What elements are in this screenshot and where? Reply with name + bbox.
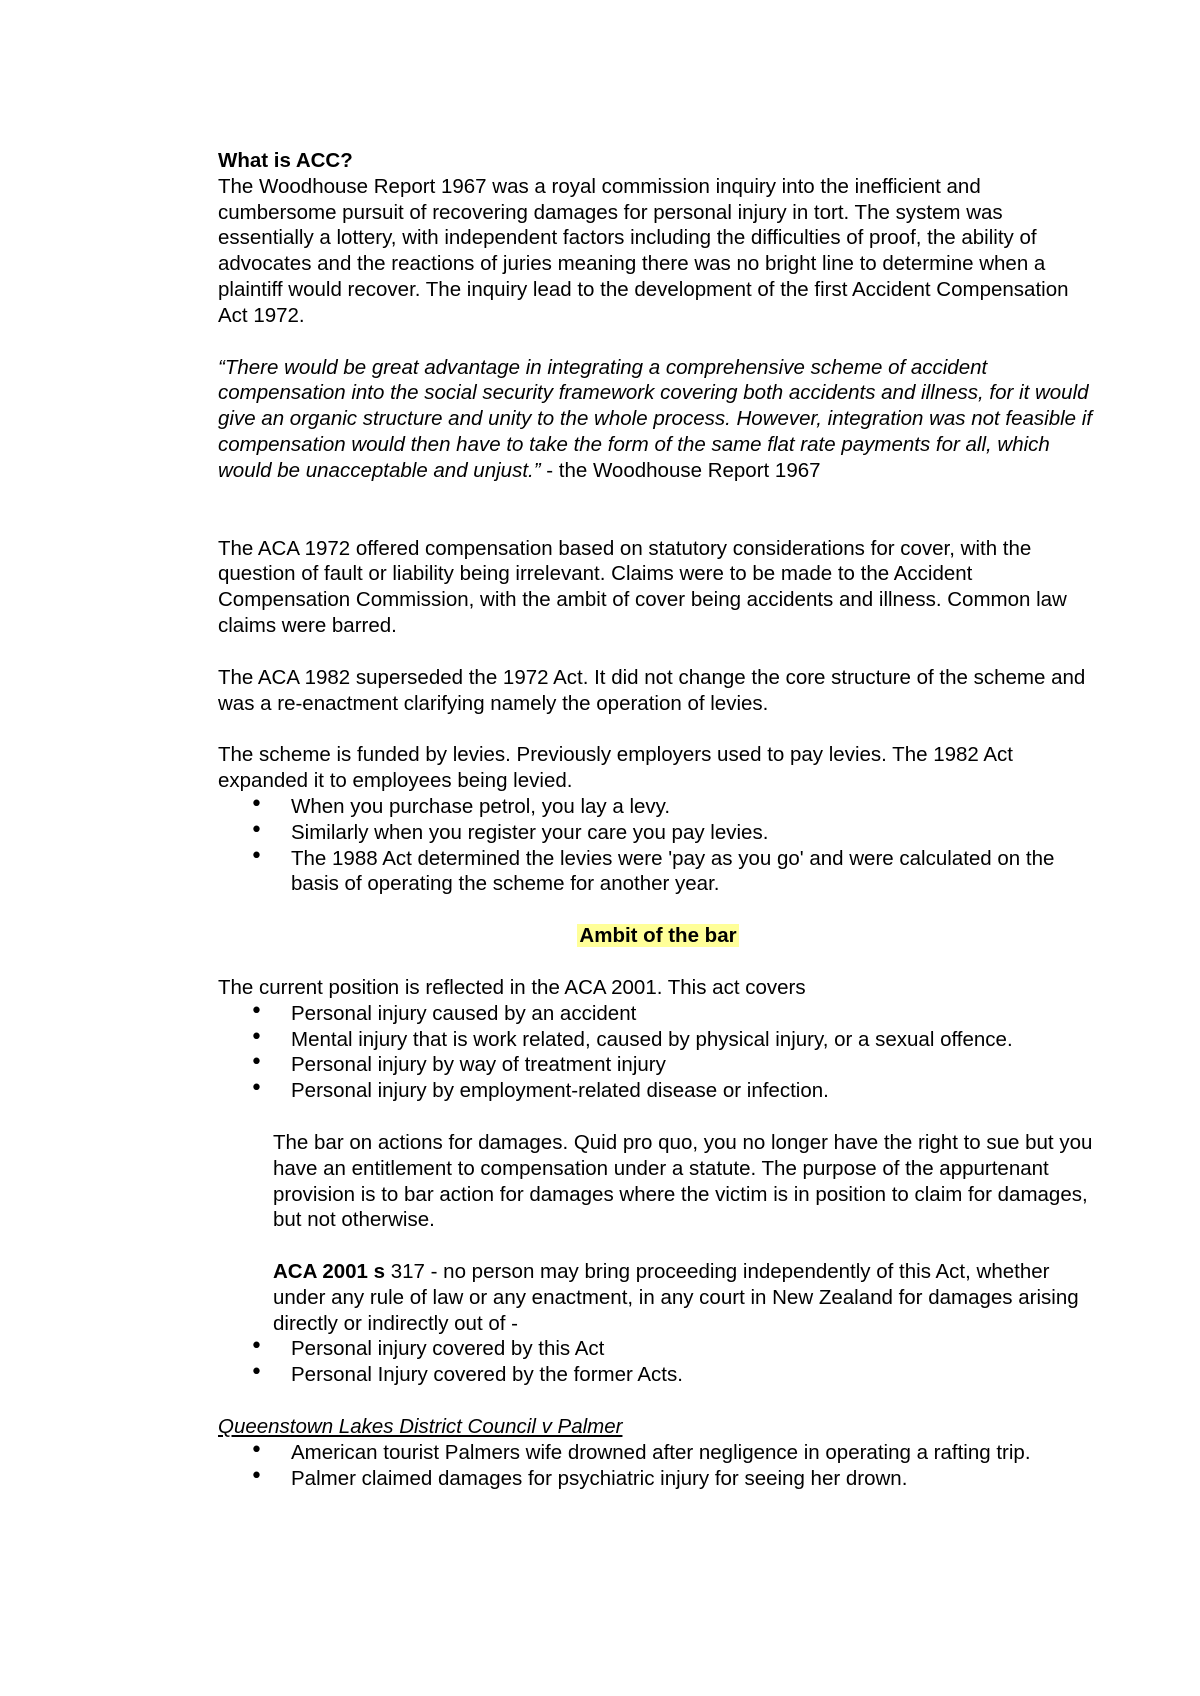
section-reference: ACA 2001 s [273, 1260, 386, 1284]
case-title: Queenstown Lakes District Council v Palmer [218, 1415, 623, 1439]
list-item: • The 1988 Act determined the levies were 'pay as you go' and were calculated on the basis of operating the scheme for another year. [218, 846, 1098, 898]
list-item: • Mental injury that is work related, caused by physical injury, or a sexual offence. [218, 1027, 1098, 1053]
case-bullet-list [218, 1440, 1098, 1492]
list-item: • Personal injury caused by an accident [218, 1001, 1098, 1027]
heading-what-is-acc: What is ACC? [218, 149, 353, 172]
paragraph-bar-on-actions: The bar on actions for damages. Quid pro quo, you no longer have the right to sue but you have an entitlement to compensation under a statute. The purpose of the appurtenant provision is to bar action for damages where the victim is in position to claim for damages, but not otherwise. [273, 1130, 1093, 1232]
heading-ambit-of-the-bar: Ambit of the bar [579, 924, 737, 948]
paragraph-aca-1972: The ACA 1972 offered compensation based on statutory considerations for cover, with the question of fault or liability being irrelevant. Claims were to be made to the Accident Compensation Commission, with the ambit of cover being accidents and illness. Common law claims were barred. [218, 536, 1067, 637]
paragraph-aca-2001-intro: The current position is reflected in the ACA 2001. This act covers [218, 975, 806, 999]
cover-bullet-list [218, 1001, 1098, 1104]
list-item: • Personal injury by way of treatment injury [218, 1052, 1098, 1078]
s317-bullet-list [218, 1336, 1098, 1388]
quote-source: - the Woodhouse Report 1967 [540, 458, 821, 482]
paragraph-woodhouse-report: The Woodhouse Report 1967 was a royal commission inquiry into the inefficient and cumbersome pursuit of recovering damages for personal injury in tort. The system was essentially a lottery, with independent factors including the difficulties of proof, the ability of advocates and the reactions of juries meaning there was no bright line to determine when a plaintiff would recover. The inquiry lead to the development of the first Accident Compensation Act 1972. [218, 174, 1069, 327]
section-317-text: 317 - no person may bring proceeding independently of this Act, whether under any rule of law or any enactment, in any court in New Zealand for damages arising directly or indirectly out of - [273, 1260, 1079, 1335]
paragraph-section-317 [218, 1259, 1098, 1336]
list-item: • Palmer claimed damages for psychiatric injury for seeing her drown. [218, 1466, 1098, 1492]
paragraph-levies: The scheme is funded by levies. Previously employers used to pay levies. The 1982 Act expanded it to employees being levied. [218, 743, 1013, 793]
document-body [218, 148, 1098, 1491]
list-item: • When you purchase petrol, you lay a levy. [218, 794, 1098, 820]
case-heading [218, 1414, 1098, 1440]
heading-ambit-of-the-bar-row [218, 923, 1098, 949]
list-item: • Personal injury by employment-related disease or infection. [218, 1078, 1098, 1104]
list-item: • Personal injury covered by this Act [218, 1336, 1098, 1362]
levy-bullet-list [218, 794, 1098, 897]
list-item: • American tourist Palmers wife drowned after negligence in operating a rafting trip. [218, 1440, 1098, 1466]
paragraph-aca-1982: The ACA 1982 superseded the 1972 Act. It did not change the core structure of the scheme and was a re-enactment clarifying namely the operation of levies. [218, 665, 1086, 715]
list-item: • Personal Injury covered by the former Acts. [218, 1362, 1098, 1388]
quote-text: “There would be great advantage in integrating a comprehensive scheme of accident compensation into the social security framework covering both accidents and illness, for it would give an organic structure and unity to the whole process. However, integration was not feasible if compensation would then have to take the form of the same flat rate payments for all, which would be unacceptable and unjust.” [218, 355, 1093, 482]
list-item: • Similarly when you register your care you pay levies. [218, 820, 1098, 846]
woodhouse-quote [218, 355, 1098, 484]
